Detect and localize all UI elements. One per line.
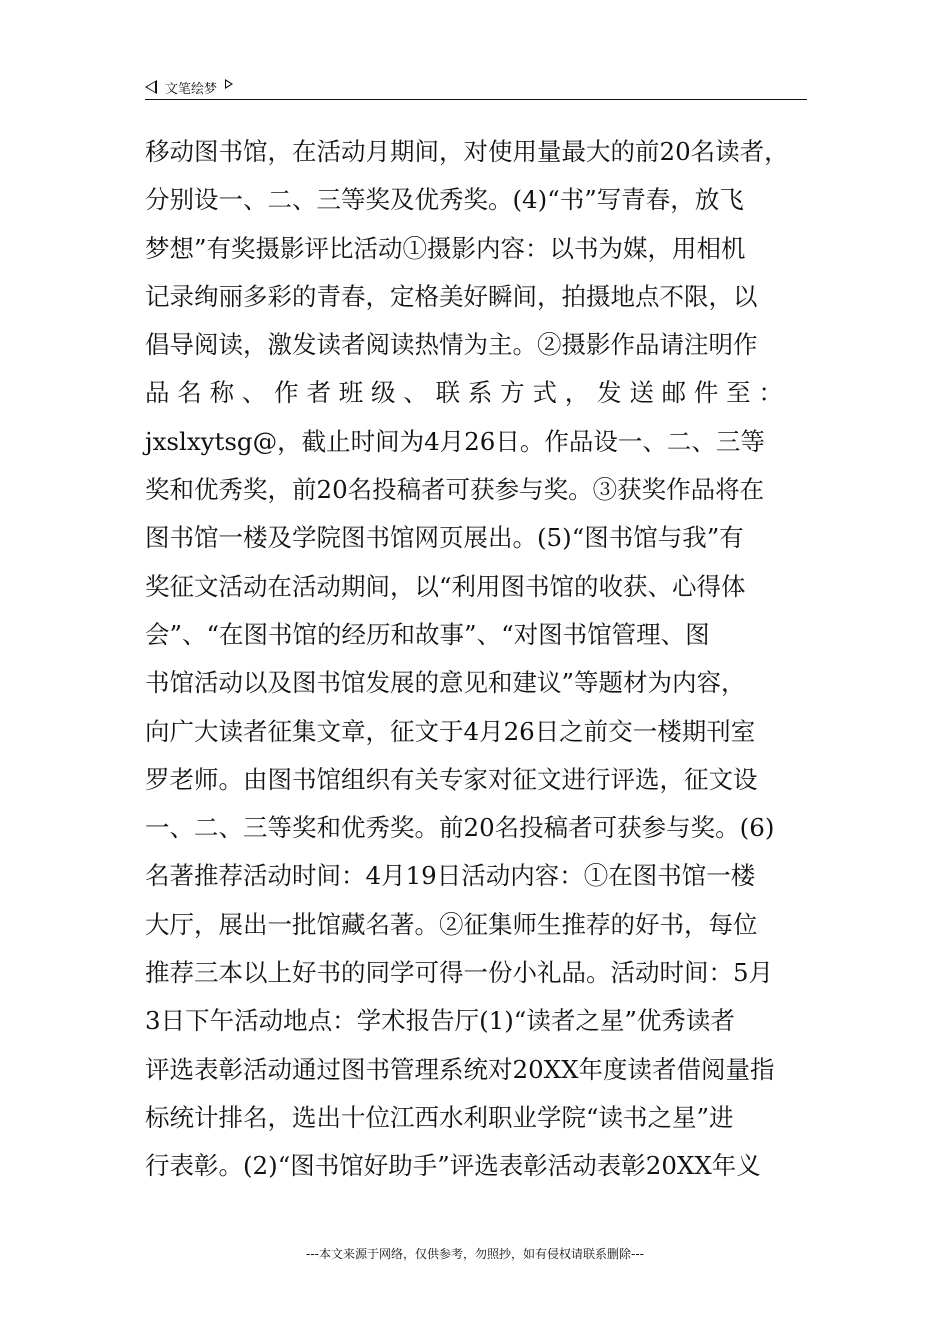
- body-line: 记录绚丽多彩的青春，定格美好瞬间，拍摄地点不限，以: [145, 281, 758, 311]
- body-line: 行表彰。(2)“图书馆好助手”评选表彰活动表彰20XX年义: [145, 1151, 761, 1181]
- footer-notice: ---本文来源于网络，仅供参考，勿照抄，如有侵权请联系删除---: [306, 1247, 644, 1261]
- body-line: 评选表彰活动通过图书管理系统对20XX年度读者借阅量指: [145, 1054, 775, 1084]
- body-line: 分别设一、二、三等奖及优秀奖。(4)“书”写青春，放飞: [145, 185, 744, 215]
- body-line: 品 名 称 、 作 者 班 级 、 联 系 方 式 ， 发 送 邮 件 至 ：: [145, 378, 783, 408]
- body-line: 向广大读者征集文章，征文于4月26日之前交一楼期刊室: [145, 716, 756, 746]
- body-line: 图书馆一楼及学院图书馆网页展出。(5)“图书馆与我”有: [145, 523, 744, 553]
- body-line: 罗老师。由图书馆组织有关专家对征文进行评选，征文设: [145, 764, 758, 794]
- body-line: 一、二、三等奖和优秀奖。前20名投稿者可获参与奖。(6): [145, 813, 775, 843]
- body-line: 推荐三本以上好书的同学可得一份小礼品。活动时间：5月: [145, 958, 774, 988]
- triangle-left-icon: [145, 80, 157, 94]
- body-line: 倡导阅读，激发读者阅读热情为主。②摄影作品请注明作: [145, 330, 758, 360]
- page-header: [145, 74, 807, 100]
- header-brand: 文笔绘梦: [165, 81, 218, 97]
- body-line: 奖征文活动在活动期间，以“利用图书馆的收获、心得体: [145, 571, 746, 601]
- body-line: 书馆活动以及图书馆发展的意见和建议”等题材为内容，: [145, 668, 746, 698]
- body-line: 名著推荐活动时间：4月19日活动内容：①在图书馆一楼: [145, 861, 756, 891]
- body-line: 大厅，展出一批馆藏名著。②征集师生推荐的好书，每位: [145, 909, 758, 939]
- body-line: 梦想”有奖摄影评比活动①摄影内容：以书为媒，用相机: [145, 233, 746, 263]
- body-line: 会”、“在图书馆的经历和故事”、“对图书馆管理、图: [145, 619, 710, 649]
- body-line: 标统计排名，选出十位江西水利职业学院“读书之星”进: [145, 1102, 734, 1132]
- body-line: jxslxytsg@，截止时间为4月26日。作品设一、二、三等: [145, 426, 765, 456]
- triangle-right-icon: [225, 79, 233, 89]
- body-line: 移动图书馆，在活动月期间，对使用量最大的前20名读者，: [145, 137, 789, 166]
- header-divider: [145, 99, 807, 100]
- body-line: 3日下午活动地点：学术报告厅(1)“读者之星”优秀读者: [145, 1006, 735, 1036]
- body-line: 奖和优秀奖，前20名投稿者可获参与奖。③获奖作品将在: [145, 475, 765, 505]
- document-body: [145, 128, 807, 1191]
